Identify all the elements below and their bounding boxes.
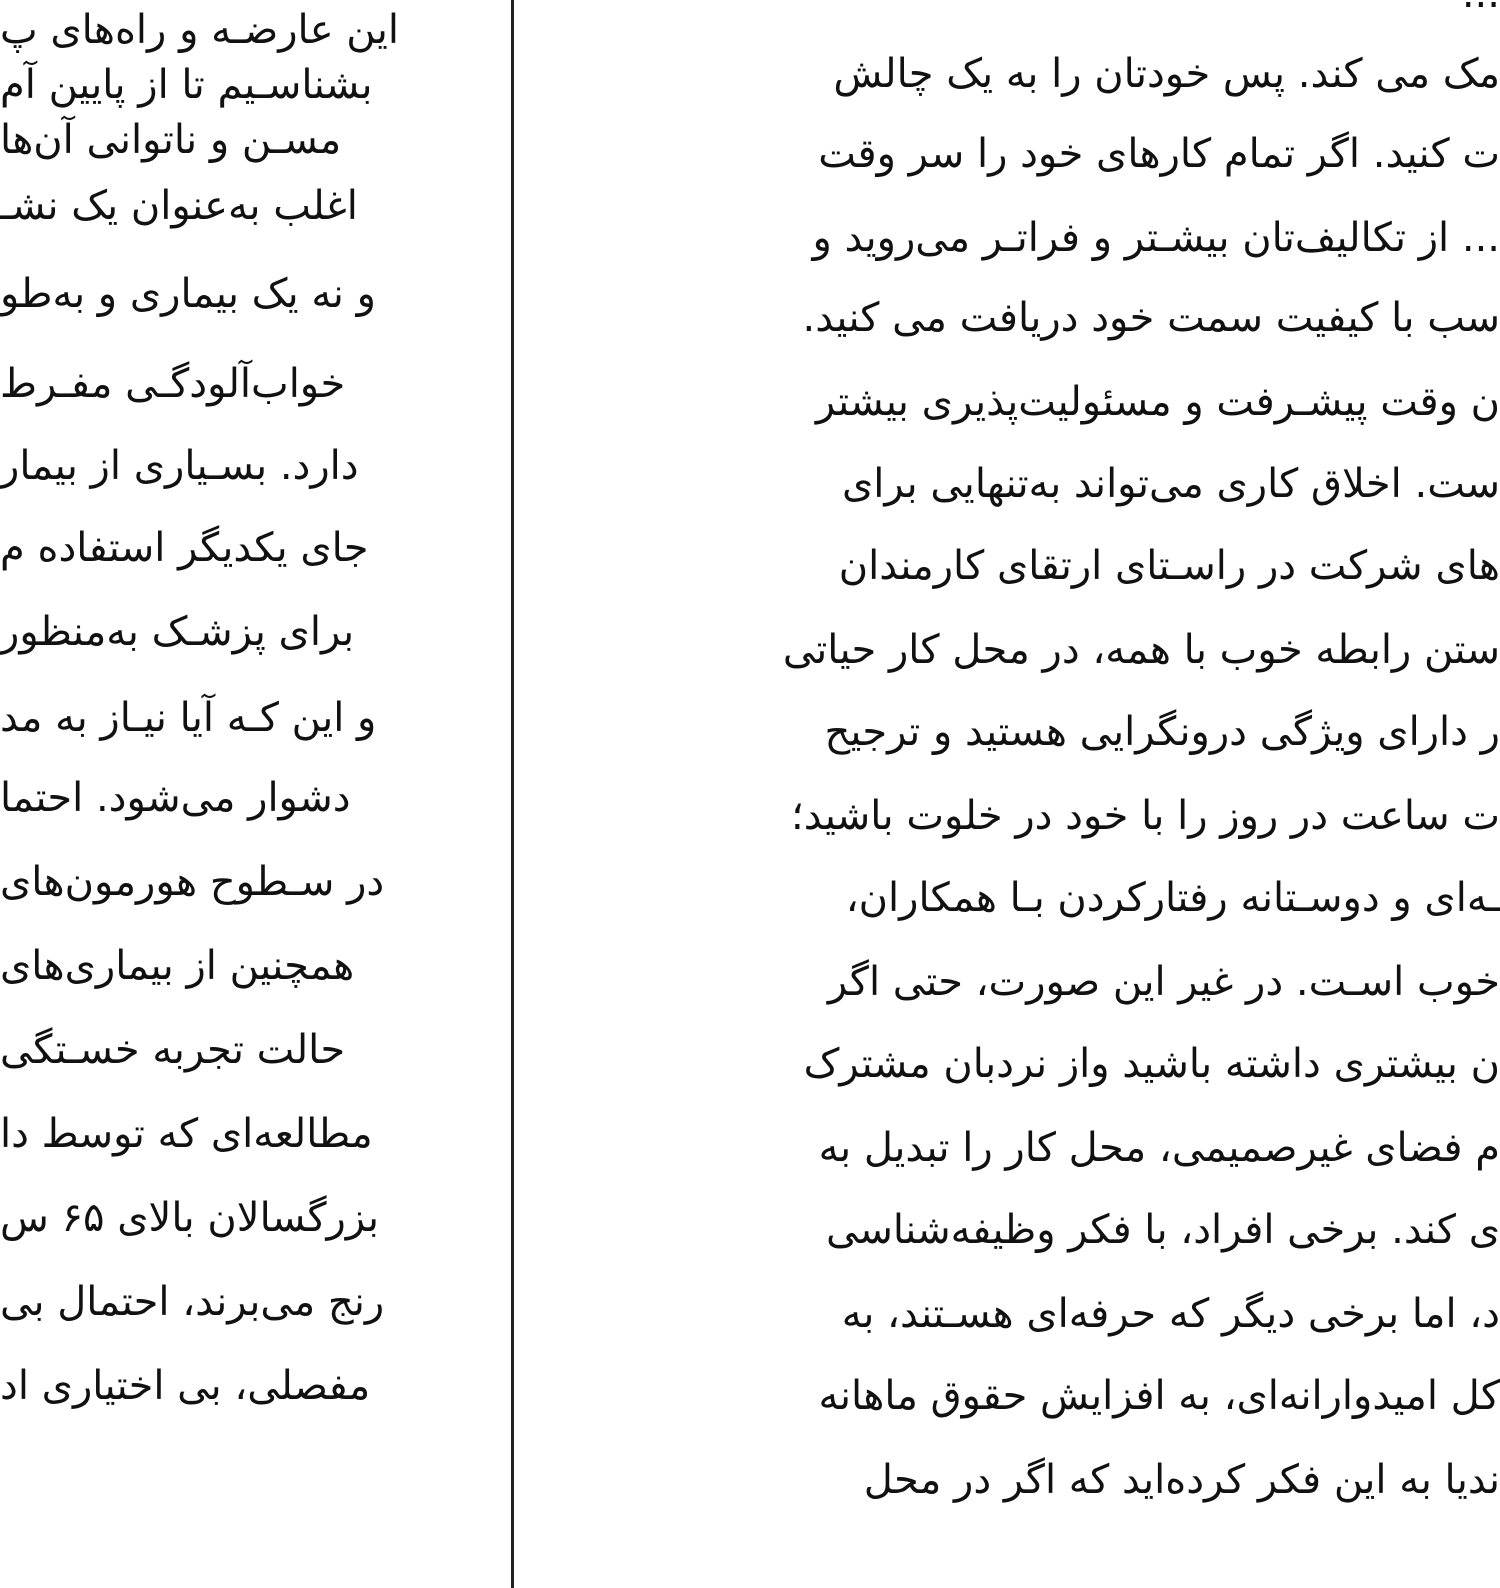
left-line-11: دشوار می‌شود. احتما	[0, 775, 351, 821]
right-line-5: سب با کیفیت سمت خود دریافت می کنید.	[802, 295, 1500, 341]
right-line-4: ... از تکالیف‌تان بیشـتر و فراتـر می‌روید و	[812, 215, 1500, 261]
right-line-13: خوب اسـت. در غیر این صورت، حتی اگر	[827, 959, 1500, 1005]
left-line-15: مطالعه‌ای که توسط دا	[0, 1111, 373, 1157]
left-line-5: و نه یک بیماری و به‌طو	[0, 271, 376, 317]
left-line-12: در سـطوح هورمون‌های	[0, 859, 385, 905]
right-line-3: ت کنید. اگر تمام کارهای خود را سر وقت	[818, 131, 1500, 177]
left-line-18: مفصلی، بی اختیاری اد	[0, 1363, 371, 1409]
right-line-8: های شرکت در راسـتای ارتقای کارمندان	[838, 543, 1500, 589]
left-line-2: بشناسـیم تا از پایین آم	[0, 62, 373, 108]
left-text-column	[0, 0, 485, 1588]
left-line-10: و این کـه آیا نیـاز به مد	[0, 695, 377, 741]
right-line-6: ن وقت پیشـرفت و مسئولیت‌پذیری بیشتر	[815, 379, 1500, 425]
left-line-6: خواب‌آلودگـی مفـرط	[0, 361, 346, 407]
left-line-8: جای یکدیگر استفاده م	[0, 525, 369, 571]
right-line-19: ندیا به این فکر کرده‌اید که اگر در محل	[863, 1457, 1500, 1503]
left-line-9: برای پزشـک به‌منظور	[0, 609, 355, 655]
right-line-2: مک می کند. پس خودتان را به یک چالش	[833, 51, 1500, 97]
right-line-15: م فضای غیرصمیمی، محل کار را تبدیل به	[818, 1125, 1500, 1171]
right-line-12: ـه‌ای و دوسـتانه رفتارکردن بـا همکاران،	[845, 875, 1500, 921]
right-line-17: د، اما برخی دیگر که حرفه‌ای هسـتند، به	[841, 1291, 1500, 1337]
left-line-4: اغلب به‌عنوان یک نشـ	[0, 183, 358, 229]
left-line-1: این عارضـه و راه‌های پ	[0, 7, 400, 53]
right-line-9: ستن رابطه خوب با همه، در محل کار حیاتی	[782, 627, 1500, 673]
left-line-14: حالت تجربه خسـتگی	[0, 1027, 346, 1073]
right-line-14: ن بیشتری داشته باشید واز نردبان مشترک	[803, 1041, 1500, 1087]
left-line-7: دارد. بسـیاری از بیمار	[0, 443, 359, 489]
right-line-10: ر دارای ویژگی درونگرایی هستید و ترجیح	[824, 709, 1500, 755]
left-line-3: مسـن و ناتوانی آن‌ها	[0, 117, 342, 163]
right-line-1	[1462, 0, 1500, 20]
right-line-11: ت ساعت در روز را با خود در خلوت باشید؛	[790, 793, 1500, 839]
right-line-18: کل امیدوارانه‌ای، به افزایش حقوق ماهانه	[818, 1373, 1500, 1419]
right-text-column	[620, 0, 1500, 1588]
left-line-17: رنج می‌برند، احتمال بی	[0, 1279, 385, 1325]
left-line-16: بزرگسالان بالای ۶۵ س	[0, 1195, 380, 1241]
right-line-7: ست. اخلاق کاری می‌تواند به‌تنهایی برای	[842, 461, 1500, 507]
column-divider	[511, 0, 514, 1588]
left-line-13: همچنین از بیماری‌های	[0, 943, 355, 989]
right-line-16: ی کند. برخی افراد، با فکر وظیفه‌شناسی	[826, 1207, 1500, 1253]
